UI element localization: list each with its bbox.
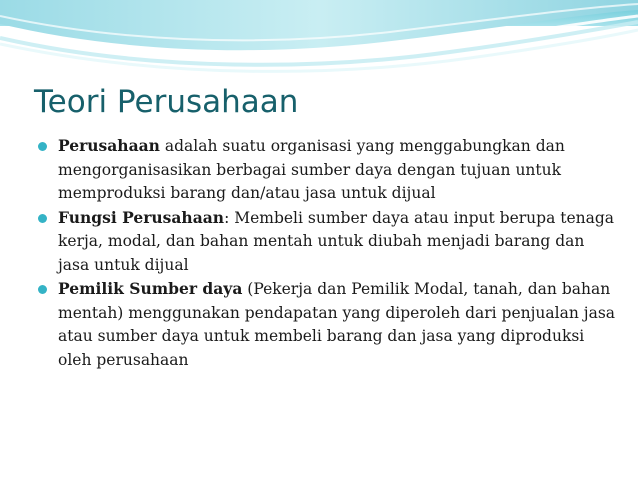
bullet-term: Perusahaan [58, 136, 160, 155]
bullet-item [38, 277, 618, 372]
bullet-item [38, 134, 618, 206]
bullet-text: (Pekerja dan Pemilik Modal, tanah, dan bahan mentah) menggunakan pendapatan yang diperoleh dari penjualan jasa atau sumber daya untuk membeli barang dan jasa yang diproduksi oleh perusahaan [58, 280, 616, 369]
slide-title: Teori Perusahaan [34, 84, 299, 120]
bullet-dot-icon [38, 214, 47, 223]
header-wave-decoration [0, 0, 638, 80]
bullet-term: Fungsi Perusahaan [58, 207, 225, 227]
bullet-dot-icon [38, 285, 47, 294]
bullet-dot-icon [38, 142, 47, 151]
bullet-text: adalah suatu organisasi yang menggabungkan dan mengorganisasikan berbagai sumber daya dengan tujuan untuk memproduksi barang dan/atau jasa untuk dijual [58, 137, 565, 202]
bullet-list [38, 134, 618, 372]
bullet-text: : Membeli sumber daya atau input berupa tenaga kerja, modal, dan bahan mentah untuk diubah menjadi barang dan jasa untuk dijual [58, 208, 615, 274]
bullet-term: Pemilik Sumber daya [58, 279, 243, 298]
bullet-item [38, 206, 618, 278]
